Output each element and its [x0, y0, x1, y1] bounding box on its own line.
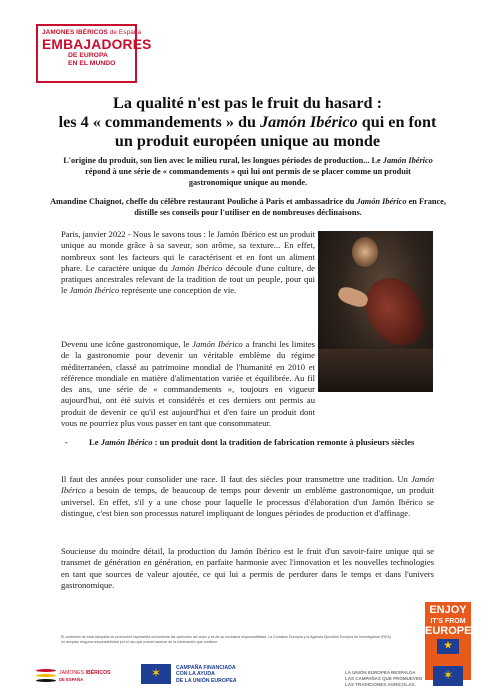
body-paragraph-2: Devenu une icône gastronomique, le Jamón Ibérico a franchi les limites de la gastronomie pour devenir un véritable emblème du régime méditerranéen, classé au patrimoine mondial de l'humanité en 2010 et référence mondiale en matière d'alimentation variée et équilibrée. Au fil des ans, une série de « commandements », toujours en vigueur aujourd'hui, ont été suivis et considérés et ces derniers ont permis au produit de devenir ce qu'il est aujourd'hui et d'en faire un produit dont vous ne pourriez plus vous passer en tant que consommateur.	[61, 339, 315, 429]
intro-paragraph: L'origine du produit, son lien avec le milieu rural, les longues périodes de production... Le Jamón Ibérico répond à une série de « commandements » qui lui ont permis de se placer comme un produit gastronomique unique au monde.	[63, 156, 433, 187]
body-paragraph-4: Soucieuse du moindre détail, la production du Jamón Ibérico est le fruit d'un savoir-faire unique qui se transmet de génération en génération, en parfaite harmonie avec l'innovation et les nouvelles technologies en tant que sources de valeur ajoutée, ce qui lui a permis de perdurer dans le temps et dans l'univers gastronomique.	[61, 546, 434, 590]
ham-shape	[359, 270, 432, 353]
logo-line-4: EN EL MUNDO	[68, 59, 116, 67]
footer-logo-sub: DE ESPAÑA	[59, 677, 84, 682]
disclaimer-text: El contenido de esta campaña de promoción representa únicamente las opiniones del autor y es de su exclusiva responsabilidad. La Comisión Europea y la Agencia Ejecutiva Europea de Investigación (REA) no aceptan ninguna responsabilidad por el uso que pueda hacerse de la información que contiene.	[61, 635, 392, 644]
footer-brand-logo	[36, 665, 118, 687]
page-title: La qualité n'est pas le fruit du hasard : les 4 « commandements » du Jamón Ibérico qui en font un produit européen unique au monde	[58, 94, 437, 150]
chef-intro-paragraph: Amandine Chaignot, cheffe du célèbre restaurant Pouliche à Paris et ambassadrice du Jamón Ibérico en France, distille ses conseils pour l'utiliser en de nombreuses déclinaisons.	[50, 197, 446, 217]
footer-logo-name: JAMONES IBÉRICOS	[59, 670, 111, 676]
eu-flag-icon	[437, 639, 459, 654]
logo-line-1: JAMONES IBÉRICOS de España	[42, 29, 142, 36]
eu-flag-icon	[141, 664, 171, 684]
eu-flag-icon	[433, 666, 463, 686]
logo-line-2: EMBAJADORES	[42, 37, 152, 52]
ham-slicing-photo	[318, 231, 433, 392]
enjoy-line-3: EUROPE	[425, 624, 472, 637]
logo-line-3: DE EUROPA	[68, 52, 108, 59]
bullet-dash: -	[65, 437, 68, 447]
swoosh-icon	[36, 669, 56, 682]
brand-logo	[36, 24, 152, 83]
hand-shape	[336, 284, 370, 309]
section-heading: - Le Jamón Ibérico : un produit dont la tradition de fabrication remonte à plusieurs siècles	[65, 437, 415, 447]
enjoy-line-2: IT'S FROM	[430, 617, 466, 625]
lamp-highlight	[352, 237, 378, 267]
body-paragraph-3: Il faut des années pour consolider une race. Il faut des siècles pour transmettre une tradition. Un Jamón Ibérico a besoin de temps, de beaucoup de temps pour devenir un emblème gastronomique, un produit universel. En effet, s'il y a une chose pour laquelle le processus d'élaboration d'un Jamón Ibérico se distingue, c'est bien son processus naturel impliquant de longues périodes de production et d'affinage.	[61, 474, 434, 518]
campaign-funding-text: CAMPAÑA FINANCIADA CON LA AYUDA DE LA UNIÓN EUROPEA	[176, 665, 237, 684]
table-shape	[318, 349, 433, 392]
eu-support-text: LA UNIÓN EUROPEA RESPALDA LAS CAMPAÑAS QUE PROMUEVEN LAS TRADICIONES AGRÍCOLAS.	[345, 670, 423, 687]
body-paragraph-1: Paris, janvier 2022 - Nous le savons tous : le Jamón Ibérico est un produit unique au monde grâce à sa saveur, son arôme, sa texture... En effet, nombreux sont les facteurs qui le caractérisent et en font un aliment phare. Le caractère unique du Jamón Ibérico découle d'une culture, de pratiques ancestrales relevant de la tradition de tout un peuple, pour qui le Jamón Ibérico représente une conception de vie.	[61, 229, 315, 296]
enjoy-line-1: ENJOY	[429, 604, 467, 616]
